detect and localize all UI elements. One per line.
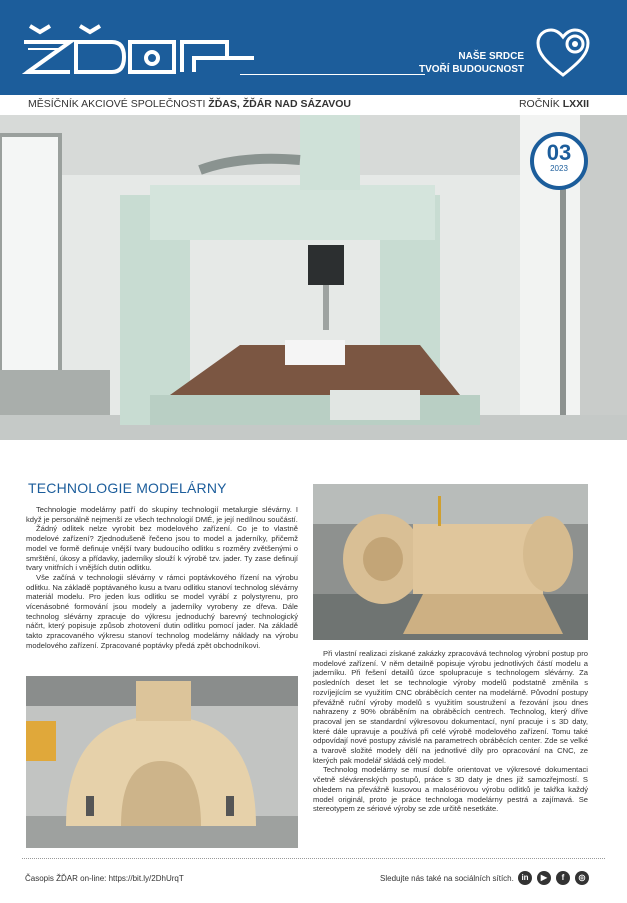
heart-gear-icon	[535, 27, 591, 79]
issue-number: 03	[546, 140, 572, 165]
online-link[interactable]: Časopis ŽĎAR on-line: https://bit.ly/2DhUrqT	[25, 874, 184, 883]
youtube-icon[interactable]: ▶	[537, 871, 551, 885]
volume-line	[519, 98, 589, 110]
publisher-label: MĚSÍČNÍK AKCIOVÉ SPOLEČNOSTI	[28, 98, 209, 110]
linkedin-icon[interactable]: in	[518, 871, 532, 885]
photo-wooden-model-bottom	[26, 676, 298, 848]
slogan-line-2: TVOŘÍ BUDOUCNOST	[419, 64, 524, 75]
photo-wooden-model-top	[313, 484, 588, 640]
publisher-name: ŽĎAS, ŽĎÁR NAD SÁZAVOU	[208, 98, 352, 110]
subheader	[28, 98, 589, 112]
instagram-icon[interactable]: ◎	[575, 871, 589, 885]
article-title: TECHNOLOGIE MODELÁRNY	[28, 480, 227, 496]
volume-label: ROČNÍK	[518, 98, 563, 110]
footer-divider	[22, 858, 605, 859]
paragraph: Technologie modelárny patří do skupiny technologií metalurgie slévárny. I když je personálně nejmenší ze všech technologií DMÉ, je její nedílnou součástí.	[26, 505, 298, 524]
publisher-line	[28, 98, 351, 110]
paragraph: Žádný odlitek nelze vyrobit bez modelového zařízení. Co je to vlastně modelové zařízení? Zjednodušeně řečeno jsou to model a jaderníky, přičemž model ve formě definuje vnější tvary budoucího odlitku s rozměry zvětšenými o smrštění, úkosy a přídavky, jaderníky slouží k výrobě tzv. jader. Ty zase definují tvary vnitřních i vnějších dutin odlitku.	[26, 524, 298, 573]
social-prompt: Sledujte nás také na sociálních sítích.	[380, 874, 514, 883]
facebook-icon[interactable]: f	[556, 871, 570, 885]
volume-number: LXXII	[562, 98, 589, 110]
logo-underline	[240, 74, 425, 75]
zdar-logo	[22, 22, 254, 78]
masthead	[0, 0, 627, 95]
article-column-1	[26, 505, 298, 651]
issue-year: 2023	[550, 164, 568, 173]
slogan	[419, 50, 524, 76]
slogan-line-1: NAŠE SRDCE	[458, 51, 524, 62]
issue-badge	[530, 132, 588, 190]
paragraph: Při vlastní realizaci získané zakázky zpracovává technolog výrobní postup pro modelové zařízení. V něm detailně popisuje výrobu jednotlivých částí modelu a jaderníku. Při řešení detailů úzce spolupracuje s technologem slévárny. Za posledních deset let se technologie výroby modelů podstatně změnila s rozvíjejícím se využitím CNC obráběcích center na modelárně. Původní postupy převážně ruční výroby modelů s využitím soustružení a řezování jsou dnes nahrazeny z 90% obráběním na obráběcích centrech. Technolog, který dříve pracoval jen se standardní výkresovou dokumentací, nyní pracuje i s 3D daty, které dále upravuje a používá při celé výrobě modelového zařízení. Tomu také odpovídají nové postupy závislé na parametrech obráběcích center. Zde se velké a tvarově složité modely dělí na jednotlivé díly pro opracování na CNC, ze kterých pak modelář skládá celý model.	[313, 649, 588, 765]
paragraph: Vše začíná v technologii slévárny v rámci poptávkového řízení na výrobu odlitku. Na základě poptávaného kusu a tvaru odlitku stanoví technolog slévárny materiál modelu. Pro jeden kus odlitku se model vyrábí z polystyrenu, pro vícenásobné formování jsou modely a jaderníky vyrobeny ze dřeva. Dále technolog slévárny zpracuje do výkresu jednoduchý barevný technologický náčrt, který popisuje způsob zhotovení dutin odlitku pomocí jader. Na základě takto zpracovaného výkresu stanoví technolog modelárny náklady na výrobu modelového zařízení. Zpracované poptávky předá zpět obchodníkovi.	[26, 572, 298, 650]
article-column-2	[313, 649, 588, 814]
paragraph: Technolog modelárny se musí dobře orientovat ve výkresové dokumentaci včetně slévárenských postupů, práce s 3D daty je dnes již samozřejmostí. S ohledem na převážně kusovou a malosériovou výrobu odlitků je takřka každý model originál, proto je práce technologa modelárny pestrá a zajímavá. Se stereotypem ze sériové výroby se zde určitě nesetkáte.	[313, 765, 588, 814]
